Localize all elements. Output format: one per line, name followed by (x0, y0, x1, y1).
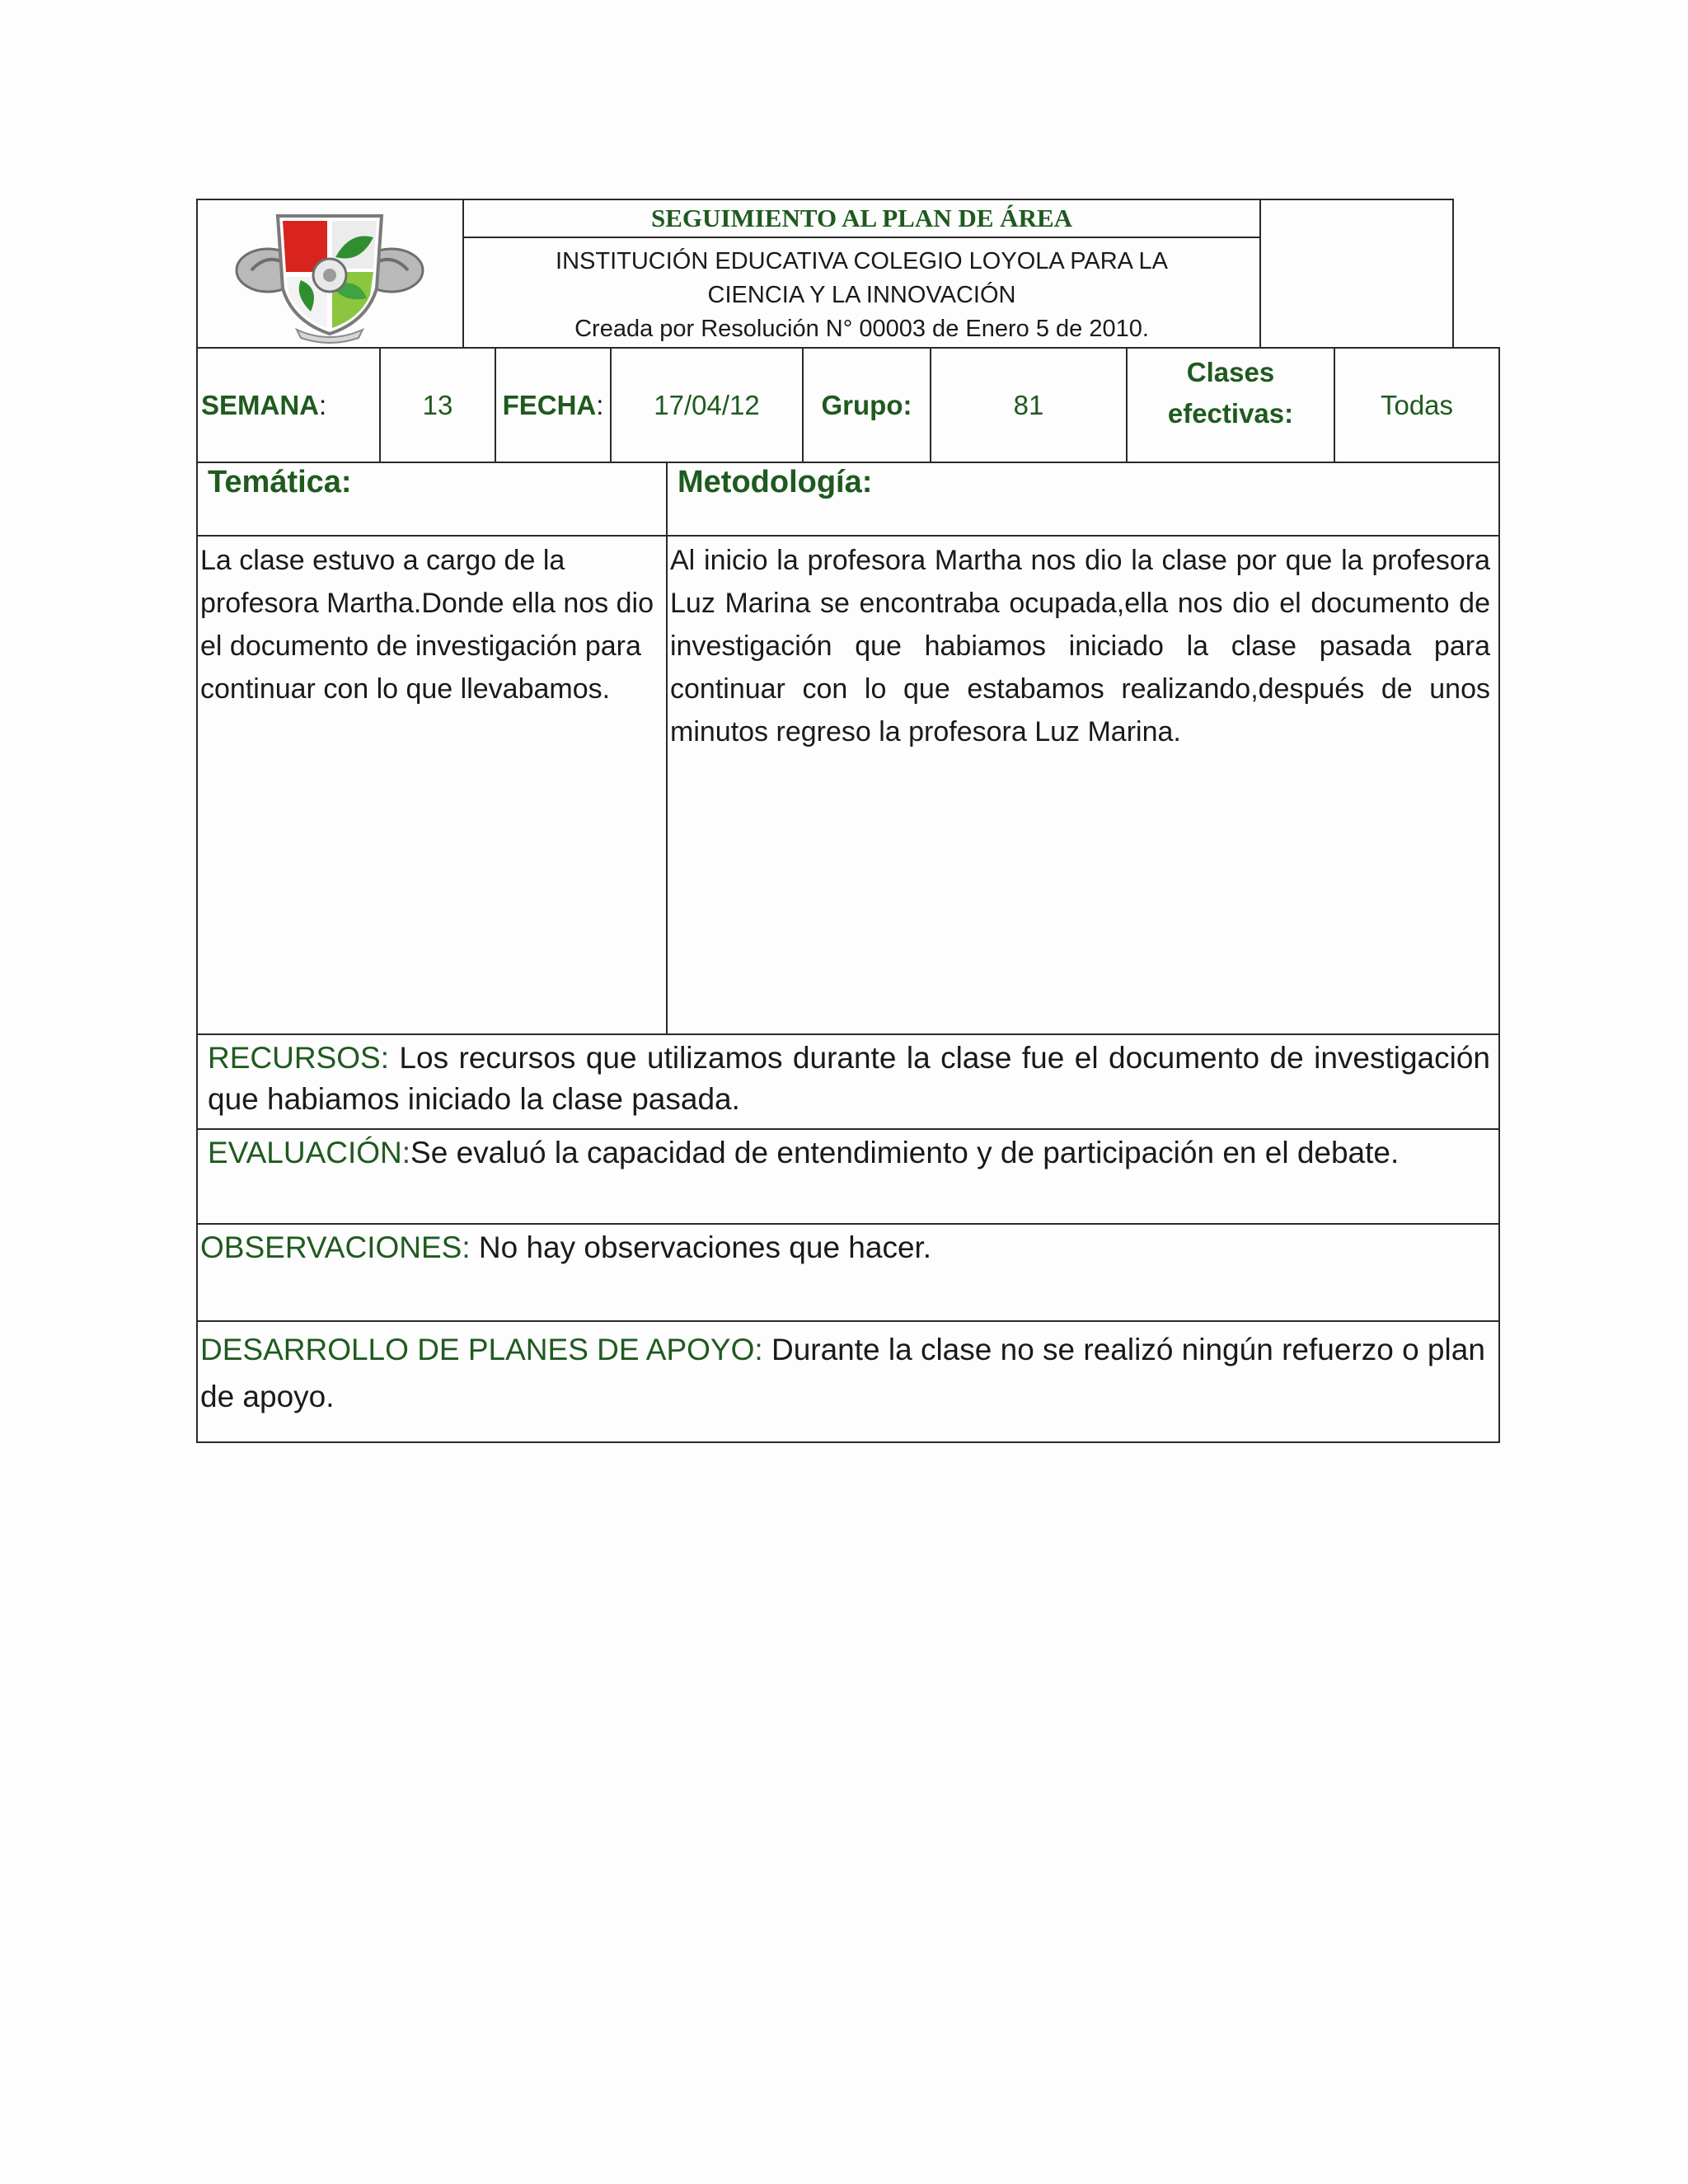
observaciones-text: No hay observaciones que hacer. (470, 1230, 932, 1264)
evaluacion-text: Se evaluó la capacidad de entendimiento y de participación en el debate. (410, 1136, 1400, 1169)
header-title-cell (462, 199, 1261, 238)
page-title: SEGUIMIENTO AL PLAN DE ÁREA (650, 204, 1073, 232)
recursos-cell (196, 1033, 1500, 1130)
semana-value: 13 (422, 389, 453, 420)
metodologia-body-cell (666, 535, 1500, 1035)
recursos-label: RECURSOS: (208, 1041, 389, 1075)
clases-label-line2: efectivas: (1167, 398, 1294, 429)
header-institution-cell (462, 237, 1261, 349)
desarrollo-text: Durante la clase no se realizó ningún refuerzo o plan de apoyo. (200, 1333, 1485, 1413)
clases-label-line1: Clases (1186, 357, 1275, 387)
evaluacion-label: EVALUACIÓN: (208, 1136, 411, 1169)
grupo-label-cell (802, 347, 931, 463)
tematica-label: Temática: (208, 465, 352, 499)
tematica-text: La clase estuvo a cargo de la profesora Martha.Donde ella nos dio el documento de investigación para continuar con lo que llevabamos. (200, 545, 654, 705)
fecha-label-cell (495, 347, 612, 463)
desarrollo-cell (196, 1320, 1500, 1443)
institution-name: INSTITUCIÓN EDUCATIVA COLEGIO LOYOLA PARA LA CIENCIA Y LA INNOVACIÓN (556, 248, 1168, 308)
semana-label: SEMANA (201, 389, 320, 420)
observaciones-label: OBSERVACIONES: (200, 1230, 471, 1264)
tematica-header-cell (196, 462, 668, 537)
semana-value-cell (379, 347, 496, 463)
resolution-text: Creada por Resolución N° 00003 de Enero 5 de 2010. (574, 316, 1149, 342)
desarrollo-label: DESARROLLO DE PLANES DE APOYO: (200, 1333, 763, 1366)
logo-cell (196, 199, 464, 349)
evaluacion-cell (196, 1128, 1500, 1225)
fecha-colon: : (596, 389, 604, 420)
grupo-label: Grupo: (821, 389, 912, 420)
metodologia-label: Metodología: (678, 465, 873, 499)
recursos-text: Los recursos que utilizamos durante la clase fue el documento de investigación que habiamos iniciado la clase pasada. (208, 1041, 1490, 1116)
clases-value-cell (1334, 347, 1500, 463)
fecha-label: FECHA (502, 389, 597, 420)
fecha-value-cell (610, 347, 804, 463)
fecha-value: 17/04/12 (654, 389, 760, 420)
semana-colon: : (319, 389, 327, 420)
observaciones-cell (196, 1223, 1500, 1322)
header-empty-cell (1259, 199, 1454, 349)
clases-label-cell (1126, 347, 1335, 463)
tematica-body-cell (196, 535, 668, 1035)
grupo-value: 81 (1013, 389, 1044, 420)
semana-label-cell (196, 347, 381, 463)
grupo-value-cell (930, 347, 1128, 463)
metodologia-text: Al inicio la profesora Martha nos dio la clase por que la profesora Luz Marina se encontraba ocupada,ella nos dio el documento de investigación que habiamos iniciado la clase pasada para continuar con lo que estabamos realizando,después de unos minutos regreso la profesora Luz Marina. (670, 545, 1490, 748)
metodologia-header-cell (666, 462, 1500, 537)
clases-value: Todas (1380, 389, 1454, 420)
school-crest-logo (235, 206, 424, 344)
